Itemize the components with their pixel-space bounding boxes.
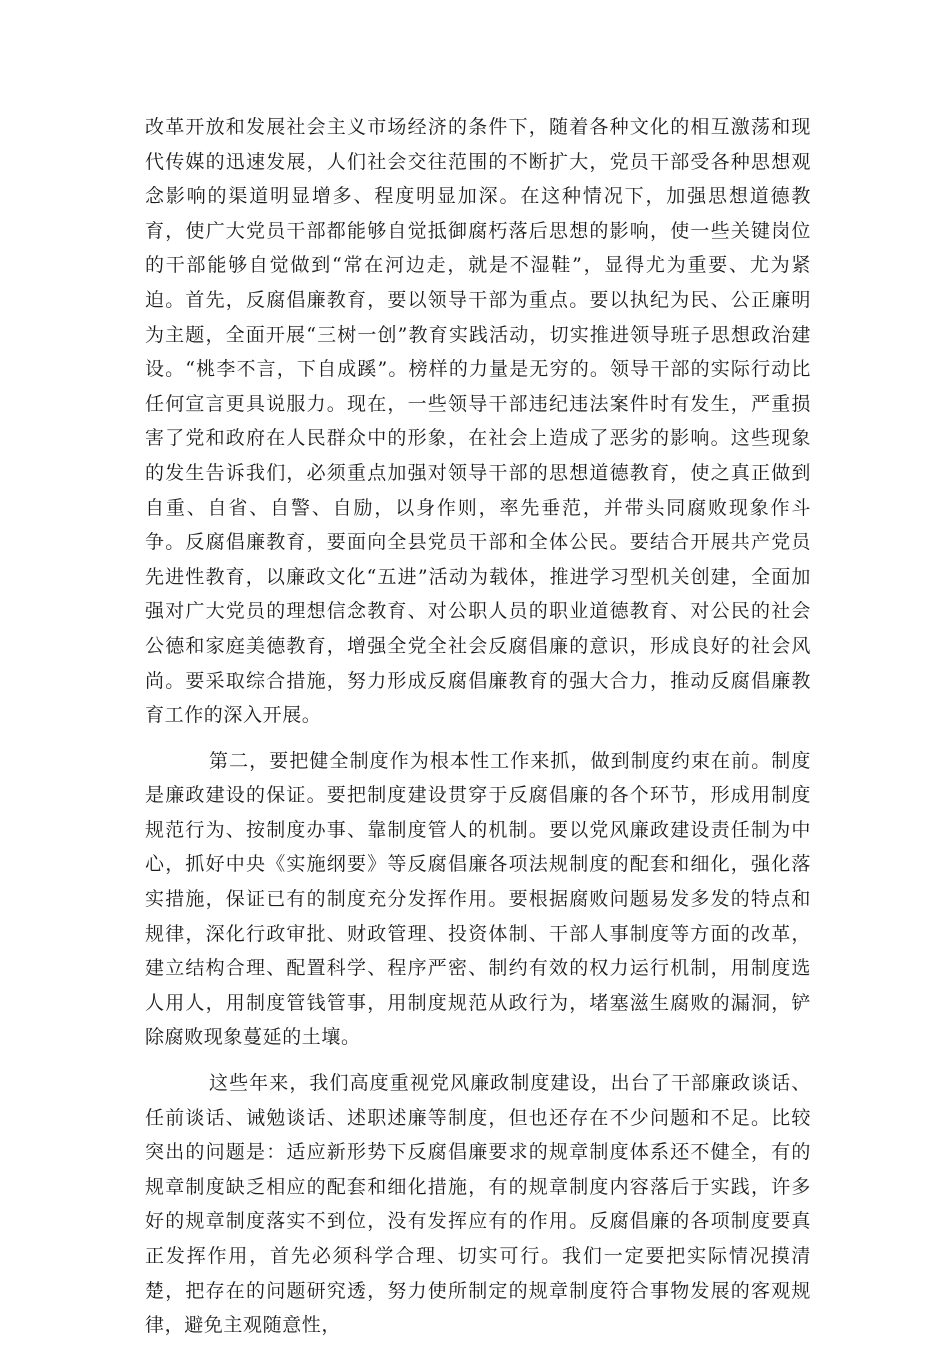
paragraph-3: 这些年来，我们高度重视党风廉政制度建设，出台了干部廉政谈话、任前谈话、诫勉谈话、述职述廉等制度，但也还存在不少问题和不足。比较突出的问题是：适应新形势下反腐倡廉要求的规章制度体系还不健全，有的规章制度缺乏相应的配套和细化措施，有的规章制度内容落后于实践，许多好的规章制度落实不到位，没有发挥应有的作用。反腐倡廉的各项制度要真正发挥作用，首先必须科学合理、切实可行。我们一定要把实际情况摸清楚，把存在的问题研究透，努力使所制定的规章制度符合事物发展的客观规律，避免主观随意性， [145, 1072, 811, 1337]
paragraph-1: 改革开放和发展社会主义市场经济的条件下，随着各种文化的相互激荡和现代传媒的迅速发展，人们社会交往范围的不断扩大，党员干部受各种思想观念影响的渠道明显增多、程度明显加深。在这种情况下，加强思想道德教育，使广大党员干部都能够自觉抵御腐朽落后思想的影响，使一些关键岗位的干部能够自觉做到“常在河边走，就是不湿鞋”，显得尤为重要、尤为紧迫。首先，反腐倡廉教育，要以领导干部为重点。要以执纪为民、公正廉明为主题，全面开展“三树一创”教育实践活动，切实推进领导班子思想政治建设。“桃李不言，下自成蹊”。榜样的力量是无穷的。领导干部的实际行动比任何宣言更具说服力。现在，一些领导干部违纪违法案件时有发生，严重损害了党和政府在人民群众中的形象，在社会上造成了恶劣的影响。这些现象的发生告诉我们，必须重点加强对领导干部的思想道德教育，使之真正做到自重、自省、自警、自励，以身作则，率先垂范，并带头同腐败现象作斗争。反腐倡廉教育，要面向全县党员干部和全体公民。要结合开展共产党员先进性教育，以廉政文化“五进”活动为载体，推进学习型机关创建，全面加强对广大党员的理想信念教育、对公职人员的职业道德教育、对公民的社会公德和家庭美德教育，增强全党全社会反腐倡廉的意识，形成良好的社会风尚。要采取综合措施，努力形成反腐倡廉教育的强大合力，推动反腐倡廉教育工作的深入开展。 [145, 116, 811, 727]
paragraph-2: 第二，要把健全制度作为根本性工作来抓，做到制度约束在前。制度是廉政建设的保证。要把制度建设贯穿于反腐倡廉的各个环节，形成用制度规范行为、按制度办事、靠制度管人的机制。要以党风廉政建设责任制为中心，抓好中央《实施纲要》等反腐倡廉各项法规制度的配套和细化，强化落实措施，保证已有的制度充分发挥作用。要根据腐败问题易发多发的特点和规律，深化行政审批、财政管理、投资体制、干部人事制度等方面的改革，建立结构合理、配置科学、程序严密、制约有效的权力运行机制，用制度选人用人，用制度管钱管事，用制度规范从政行为，堵塞滋生腐败的漏洞，铲除腐败现象蔓延的土壤。 [145, 749, 811, 1049]
document-page [145, 110, 811, 1354]
